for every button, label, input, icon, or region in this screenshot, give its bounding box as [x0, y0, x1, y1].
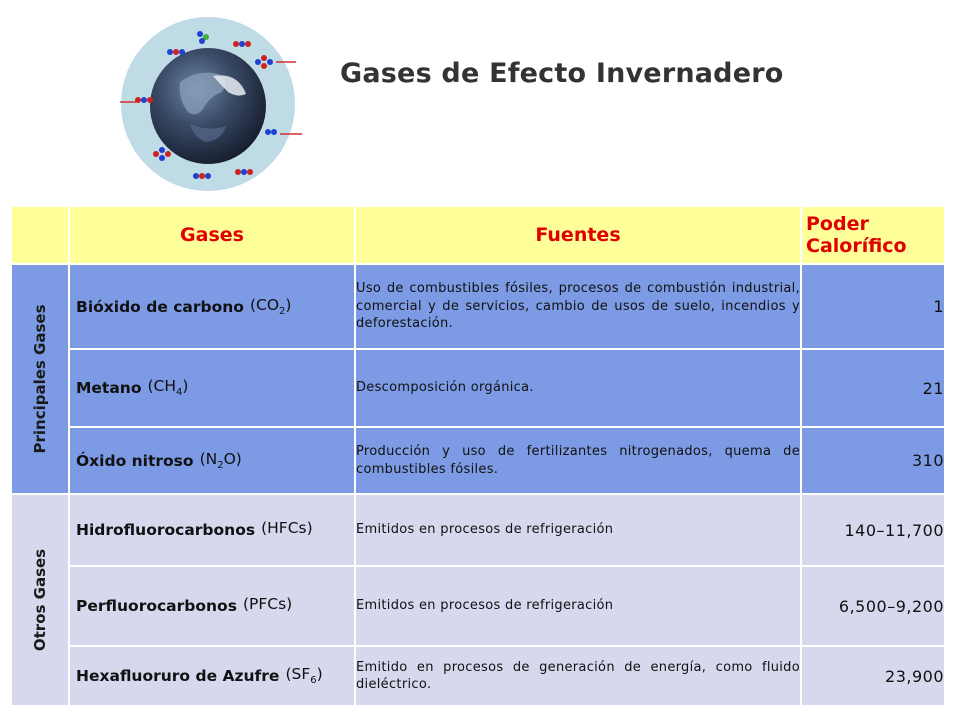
gas-source: Producción y uso de fertilizantes nitrogenados, quema de combustibles fósiles. — [356, 428, 802, 495]
gas-source: Descomposición orgánica. — [356, 350, 802, 428]
gas-formula: $(CH_4)$ — [147, 377, 189, 399]
table-row — [12, 495, 946, 567]
table-header-row — [12, 207, 946, 265]
gas-cell — [70, 428, 356, 495]
gas-name: Hexafluoruro de Azufre — [76, 667, 280, 685]
header-gases: Gases — [70, 207, 356, 265]
gas-cell — [70, 647, 356, 707]
gas-formula: (PFCs) — [242, 595, 293, 614]
gas-cell — [70, 265, 356, 350]
gas-value: 21 — [802, 350, 946, 428]
gas-value: 6,500–9,200 — [802, 567, 946, 647]
gas-value: 310 — [802, 428, 946, 495]
gas-source: Emitidos en procesos de refrigeración — [356, 567, 802, 647]
gas-value: 23,900 — [802, 647, 946, 707]
table-row — [12, 567, 946, 647]
gas-name: Bióxido de carbono — [76, 297, 244, 316]
group-principales — [12, 265, 70, 495]
header-fuentes: Fuentes — [356, 207, 802, 265]
gas-name: Perfluorocarbonos — [76, 597, 237, 615]
header-poder-calorifico — [802, 207, 946, 265]
gas-cell — [70, 567, 356, 647]
group-label-principales: Principales Gases — [31, 304, 49, 454]
gas-source: Emitido en procesos de generación de energía, como fluido dieléctrico. — [356, 647, 802, 707]
gas-value: 140–11,700 — [802, 495, 946, 567]
gas-cell — [70, 350, 356, 428]
group-label-otros: Otros Gases — [31, 548, 49, 652]
table-row — [12, 350, 946, 428]
table-row — [12, 265, 946, 350]
group-otros — [12, 495, 70, 707]
gas-value: 1 — [802, 265, 946, 350]
gas-formula: $(N_2O)$ — [199, 449, 242, 472]
earth-icon — [150, 48, 266, 164]
gas-formula: (HFCs) — [261, 519, 313, 538]
molecule-icon — [167, 49, 185, 55]
gas-name: Metano — [76, 379, 142, 397]
gas-formula: $(CO_2)$ — [249, 295, 292, 318]
header-poder-line2: Calorífico — [806, 235, 907, 257]
gas-cell — [70, 495, 356, 567]
table-row — [12, 428, 946, 495]
gas-source: Emitidos en procesos de refrigeración — [356, 495, 802, 567]
header-poder-line1: Poder — [806, 213, 869, 235]
gas-source: Uso de combustibles fósiles, procesos de combustión industrial, comercial y de servicios, cambio de usos de suelo, incendios y deforestación. — [356, 265, 802, 350]
greenhouse-gases-table — [12, 207, 946, 707]
table-row — [12, 647, 946, 707]
page-title: Gases de Efecto Invernadero — [340, 58, 784, 89]
earth-atmosphere-illustration — [118, 14, 308, 204]
header-corner — [12, 207, 70, 265]
gas-name: Hidrofluorocarbonos — [76, 521, 256, 539]
gas-formula: $(SF_6)$ — [285, 665, 323, 687]
gas-name: Óxido nitroso — [76, 451, 194, 470]
